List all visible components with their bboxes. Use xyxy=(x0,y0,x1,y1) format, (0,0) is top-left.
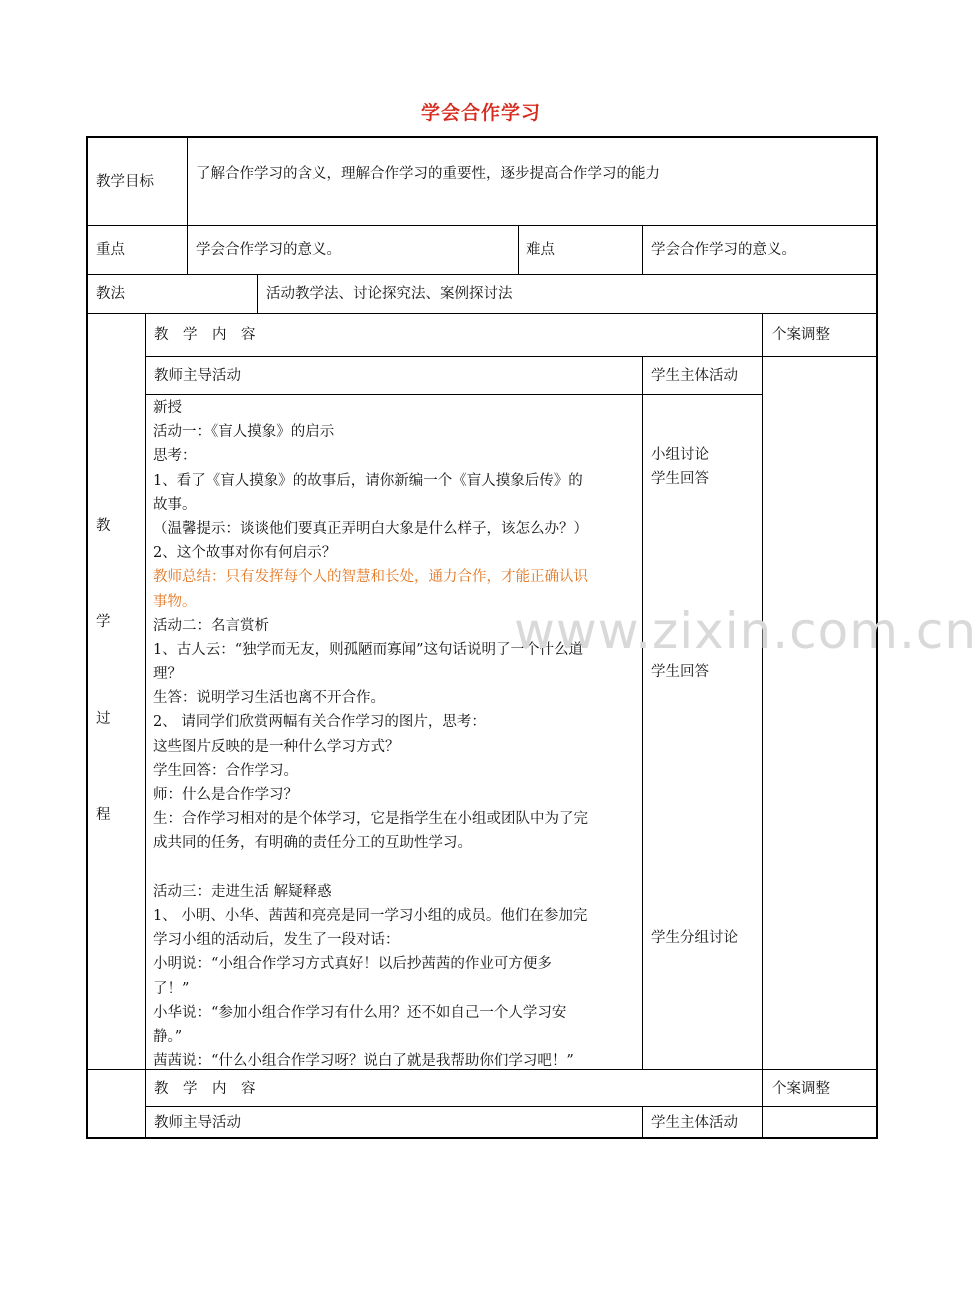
key-points-text: 学会合作学习的意义。 xyxy=(196,242,341,258)
text-line: 1、看了《盲人摸象》的故事后，请你新编一个《盲人摸象后传》的 xyxy=(153,472,583,489)
text-line: 活动三：走进生活 解疑释惑 xyxy=(153,883,332,900)
text-line: 生答：说明学习生活也离不开合作。 xyxy=(153,690,385,707)
content-header: 教 学 内 容 xyxy=(154,1081,256,1097)
text-line: 1、 小明、小华、茜茜和亮亮是同一学习小组的成员。他们在参加完 xyxy=(153,907,588,924)
text-line: 理？ xyxy=(153,666,182,683)
text-line: 生：合作学习相对的是个体学习，它是指学生在小组或团队中为了完 xyxy=(153,811,588,828)
side-label-char: 学 xyxy=(96,614,111,630)
difficulty-label: 难点 xyxy=(526,242,555,258)
text-line: 故事。 xyxy=(153,496,197,513)
text-line: 新授 xyxy=(153,400,182,416)
student-note: 学生回答 xyxy=(651,471,709,487)
text-line: 活动二：名言赏析 xyxy=(153,617,269,634)
student-note: 小组讨论 xyxy=(651,447,709,463)
text-line: 学习小组的活动后，发生了一段对话： xyxy=(153,932,400,949)
content-header: 教 学 内 容 xyxy=(154,327,256,343)
text-line: 小明说：“小组合作学习方式真好！以后抄茜茜的作业可方便多 xyxy=(153,956,552,973)
adjust-header: 个案调整 xyxy=(772,327,830,343)
text-line xyxy=(153,856,639,880)
text-line: 了！” xyxy=(153,980,190,997)
text-line: 这些图片反映的是一种什么学习方式？ xyxy=(153,738,400,755)
text-line: 思考： xyxy=(153,448,197,465)
teacher-activity-body xyxy=(153,396,639,1073)
text-line: （温馨提示：谈谈他们要真正弄明白大象是什么样子，该怎么办？） xyxy=(153,520,588,537)
side-label-char: 程 xyxy=(96,807,111,823)
student-note: 学生回答 xyxy=(651,664,709,680)
page-title: 学会合作学习 xyxy=(420,102,541,124)
teacher-summary-line: 事物。 xyxy=(153,593,197,610)
teacher-activity-header: 教师主导活动 xyxy=(154,368,241,384)
text-line: 小华说：“参加小组合作学习有什么用？还不如自己一个人学习安 xyxy=(153,1004,567,1021)
side-label-char: 过 xyxy=(96,711,111,727)
teacher-summary-line: 教师总结：只有发挥每个人的智慧和长处，通力合作，才能正确认识 xyxy=(153,569,588,586)
text-line: 2、这个故事对你有何启示？ xyxy=(153,545,337,562)
watermark: www.zixin.com.cn xyxy=(514,602,977,660)
difficulty-text: 学会合作学习的意义。 xyxy=(651,242,796,258)
objectives-label: 教学目标 xyxy=(96,174,154,190)
text-line: 1、古人云：“独学而无友，则孤陋而寡闻”这句话说明了一个什么道 xyxy=(153,641,584,658)
teacher-activity-header: 教师主导活动 xyxy=(154,1115,241,1131)
method-text: 活动教学法、讨论探究法、案例探讨法 xyxy=(266,286,513,302)
text-line: 学生回答：合作学习。 xyxy=(153,762,298,779)
text-line: 活动一：《盲人摸象》的启示 xyxy=(153,424,335,441)
method-label: 教法 xyxy=(96,286,125,302)
adjust-header: 个案调整 xyxy=(772,1081,830,1097)
key-points-label: 重点 xyxy=(96,242,125,258)
side-label-char: 教 xyxy=(96,518,111,534)
text-line: 茜茜说：“什么小组合作学习呀？说白了就是我帮助你们学习吧！” xyxy=(153,1053,574,1070)
text-line: 师：什么是合作学习？ xyxy=(153,787,298,803)
student-activity-header: 学生主体活动 xyxy=(651,1115,738,1131)
text-line: 静。” xyxy=(153,1028,183,1045)
objectives-text: 了解合作学习的含义，理解合作学习的重要性，逐步提高合作学习的能力 xyxy=(196,166,660,182)
student-note: 学生分组讨论 xyxy=(651,930,738,946)
text-line: 成共同的任务，有明确的责任分工的互助性学习。 xyxy=(153,835,472,852)
text-line: 2、 请同学们欣赏两幅有关合作学习的图片，思考： xyxy=(153,714,486,731)
student-activity-header: 学生主体活动 xyxy=(651,368,738,384)
